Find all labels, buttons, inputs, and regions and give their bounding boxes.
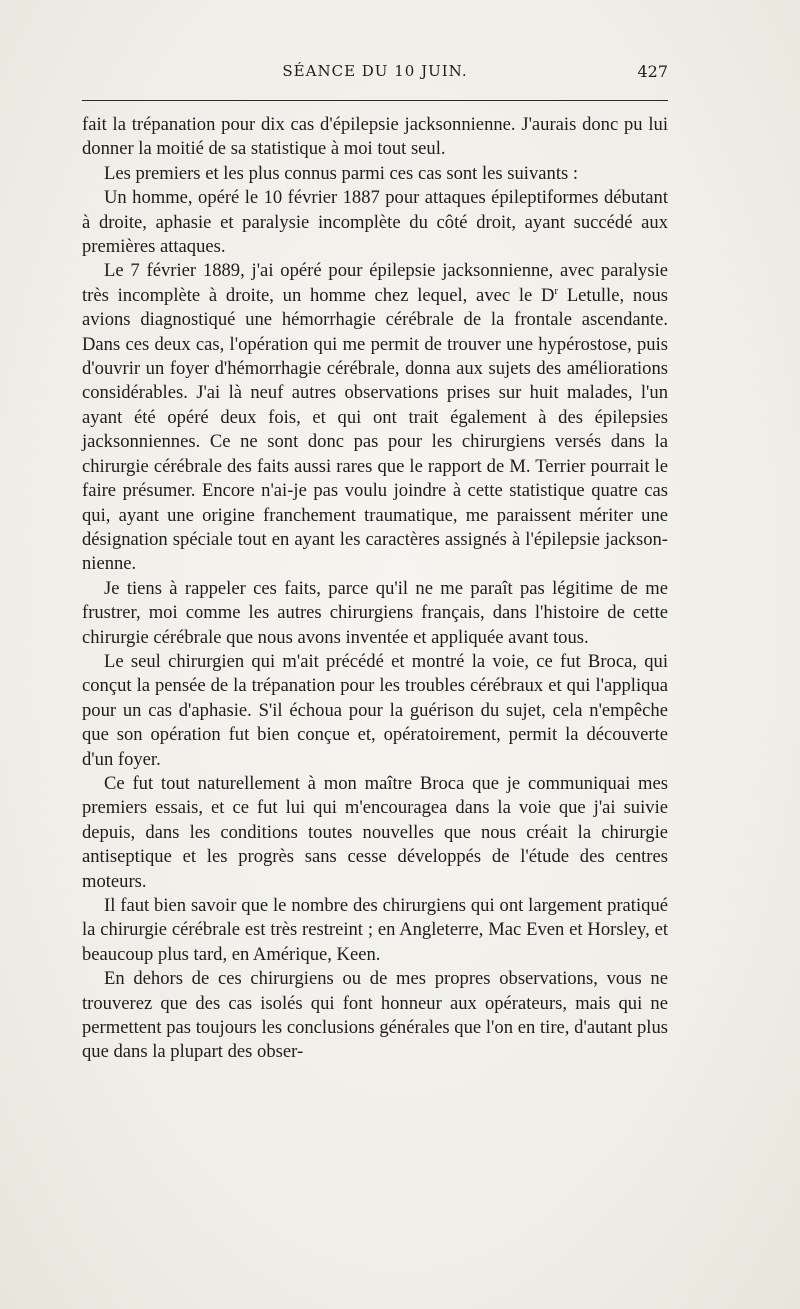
running-header xyxy=(82,62,668,86)
paragraph: Un homme, opéré le 10 février 1887 pour attaques épileptiformes débutant à droite, aphasie et paralysie incomplète du côté droit, ayant succédé aux premières attaques. xyxy=(82,187,668,258)
paragraph: Les premiers et les plus connus parmi ces cas sont les suivants : xyxy=(104,162,579,184)
paragraph-part: Letulle, nous avions diagnostiqué une hémorrhagie cérébrale de la frontale ascendante. Dans ces deux cas, l'opération qui me permit de trouver une hypérostose, puis d'ouvrir un foyer d'hémorrhagie cérébrale, donna aux sujets des améliorations considérables. J'ai là neuf autres observations prises sur huit malades, l'un ayant été opéré deux fois, et qui ont trait également à des épilepsies jacksonniennes. Ce ne sont donc pas pour les chirurgiens versés dans la chirurgie cérébrale des faits aussi rares que le rapport de M. Terrier pourrait le faire présumer. Encore n'ai-je pas voulu joindre à cette statistique quatre cas qui, ayant une origine franchement traumatique, me paraissent mériter une désignation spéciale tout en ayant les caractères assignés à l'épilepsie jacksonnienne. xyxy=(82,284,668,575)
paragraph: Le seul chirurgien qui m'ait précédé et montré la voie, ce fut Broca, qui conçut la pensée de la trépanation pour les troubles cérébraux et qui l'appliqua pour un cas d'aphasie. S'il échoua pour la guérison du sujet, cela n'empêche que son opération fut bien conçue et, opératoirement, permit la découverte d'un foyer. xyxy=(82,650,668,770)
paragraph xyxy=(82,259,668,576)
paragraph: Il faut bien savoir que le nombre des chirurgiens qui ont largement pratiqué la chirurgie cérébrale est très restreint ; en Angleterre, Mac Even et Horsley, et beaucoup plus tard, en Amérique, Keen. xyxy=(82,895,668,965)
paragraph: Ce fut tout naturellement à mon maître Broca que je communiquai mes premiers essais, et ce fut lui qui m'encouragea dans la voie que j'ai suivie depuis, dans les conditions toutes nouvelles que nous créait la chirurgie antiseptique et les progrès sans cesse développés de l'étude des centres moteurs. xyxy=(82,772,668,892)
paragraph: En dehors de ces chirurgiens ou de mes propres observations, vous ne trouverez que des cas isolés qui font honneur aux opérateurs, mais qui ne permettent pas toujours les conclusions générales que l'on en tire, d'autant plus que dans la plupart des obser- xyxy=(82,968,668,1063)
body-text xyxy=(82,113,668,1065)
paragraph: fait la trépanation pour dix cas d'épilepsie jacksonnienne. J'aurais donc pu lui donner la moitié de sa statistique à moi tout seul. xyxy=(82,114,668,160)
paragraph-part: Le 7 février 1889, j'ai opéré pour épilepsie jacksonnienne, avec paralysie très incomplète à droite, un homme chez lequel, avec le D xyxy=(82,260,668,306)
doctor-abbrev-superscript: r xyxy=(554,284,559,297)
header-rule xyxy=(82,100,668,101)
running-header-title: SÉANCE DU 10 JUIN. xyxy=(282,62,468,80)
paragraph: Je tiens à rappeler ces faits, parce qu'il ne me paraît pas légitime de me frustrer, moi comme les autres chirurgiens français, dans l'histoire de cette chirurgie cérébrale que nous avons inventée et appliquée avant tous. xyxy=(82,577,668,648)
page-number: 427 xyxy=(637,62,668,81)
